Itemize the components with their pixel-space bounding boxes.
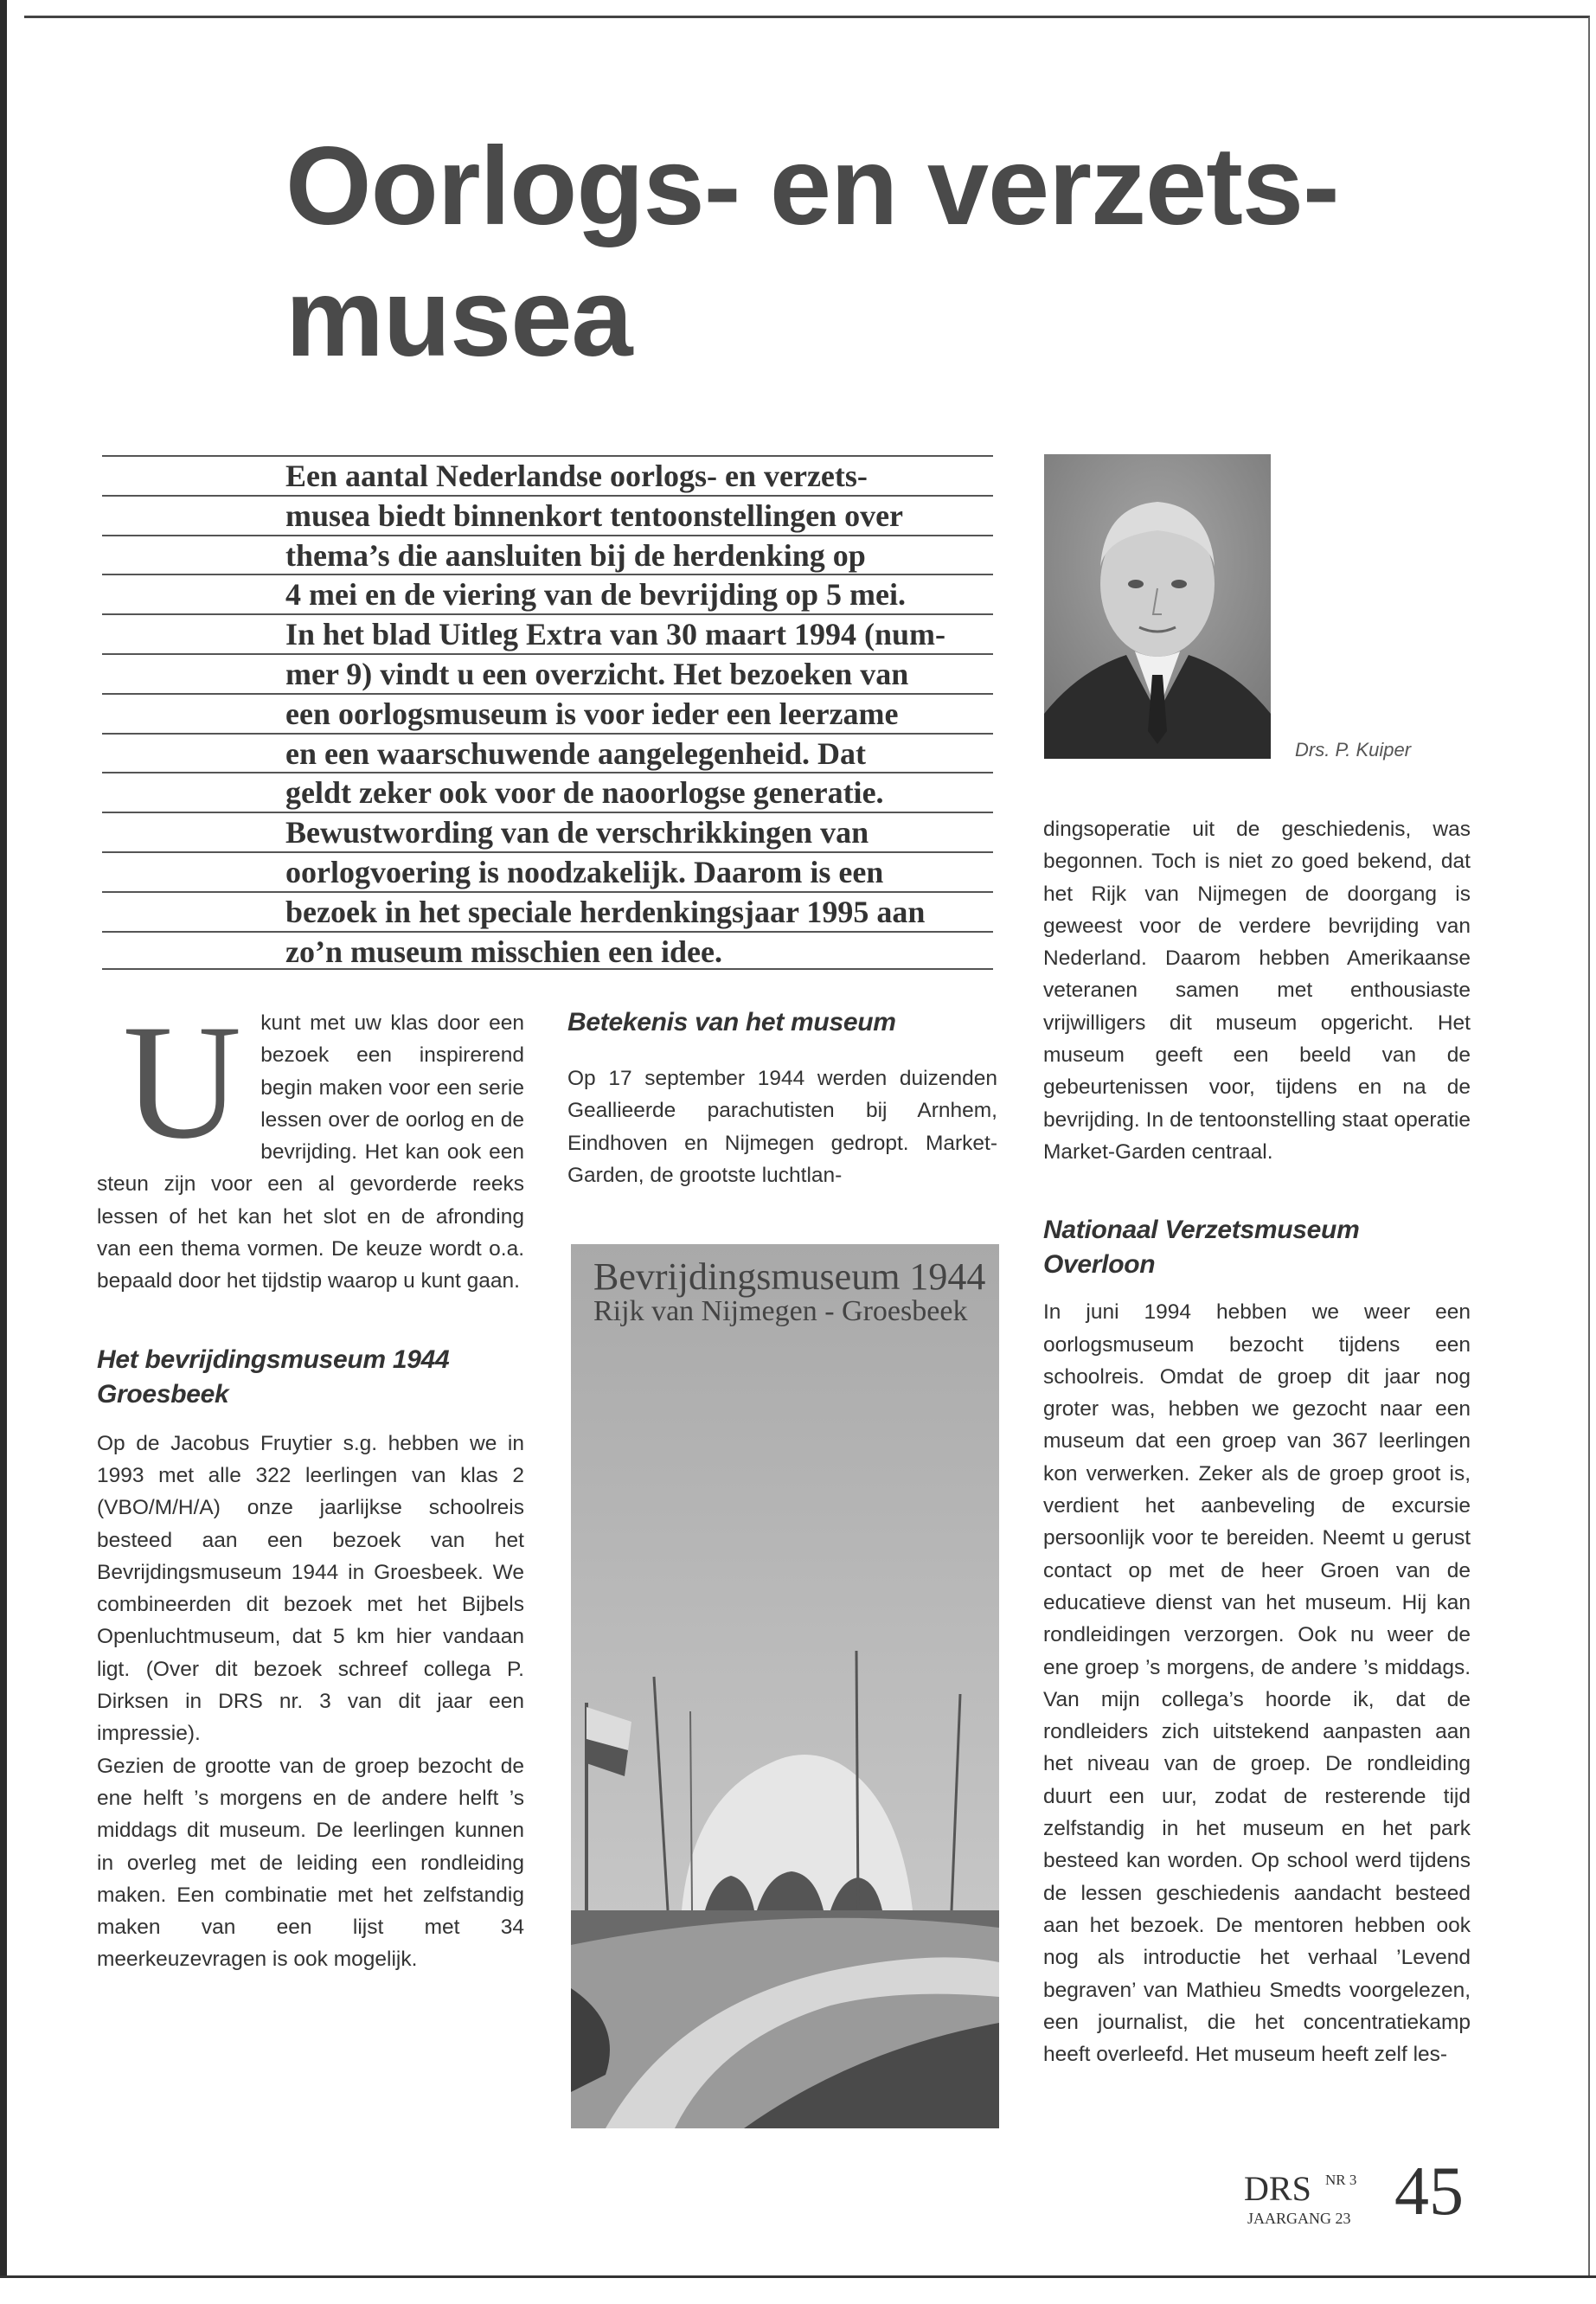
page-number: 45 — [1394, 2153, 1464, 2230]
section-heading: Groesbeek — [97, 1379, 229, 1409]
museum-photo — [571, 1244, 999, 2128]
photo-title: Bevrijdingsmuseum 1944 — [593, 1255, 986, 1298]
portrait-caption: Drs. P. Kuiper — [1295, 739, 1412, 761]
article-title — [285, 121, 1497, 384]
drop-cap: U — [123, 992, 242, 1173]
footer-volume: JAARGANG 23 — [1247, 2210, 1351, 2227]
page-edge-bottom — [0, 2275, 1596, 2304]
footer-issue: NR 3 — [1325, 2172, 1357, 2188]
intro-line: Bewustwording van de verschrikkingen van — [102, 812, 993, 851]
intro-line: bezoek in het speciale herdenkingsjaar 1995 aan — [102, 891, 993, 931]
photo-subtitle: Rijk van Nijmegen - Groesbeek — [593, 1295, 968, 1327]
section-heading: Overloon — [1043, 1250, 1156, 1280]
section-heading: Het bevrijdingsmuseum 1944 — [97, 1345, 450, 1374]
footer-magazine: DRS — [1244, 2169, 1311, 2208]
intro-line: oorlogvoering is noodzakelijk. Daarom is een — [102, 851, 993, 891]
paragraph: In juni 1994 hebben we weer een oorlogsmuseum bezocht tijdens een schoolreis. Omdat de groep dit jaar nog groter was, hebben we gezocht naar een museum dat een groep van 367 leerlingen kon verwerken. Zeker als de groep groot is, verdient het aanbeveling de excursie persoonlijk voor te bereiden. Neemt u gerust contact op met de heer Groen van de educatieve dienst van het museum. Hij kan rondleidingen verzorgen. Ook nu weer de ene groep ’s morgens, de andere ’s middags. Van mijn collega’s hoorde ik, dat de rondleiders zich uitstekend aanpasten aan het niveau van de groep. De rondleiding duurt een uur, zodat de resterende tijd zelfstandig in het museum en het park besteed kan worden. Op school werd tijdens de lessen geschiedenis aandacht besteed aan het bezoek. De mentoren hebben ook nog als introductie het verhaal ’Levend begraven’ van Mathieu Smedts voorgelezen, een journalist, die het concentratiekamp heeft overleefd. Het museum heeft zelf les- — [1043, 1300, 1471, 2067]
paragraph: dingsoperatie uit de geschiedenis, was begonnen. Toch is niet zo goed bekend, dat het Rijk van Nijmegen de doorgang is geweest voor de verdere bevrijding van Nederland. Daarom hebben Amerikaanse veteranen samen met enthousiaste vrijwilligers dit museum opgericht. Het museum geeft een beeld van de gebeurtenissen voor, tijdens en na de bevrijding. In de tentoonstelling staat operatie Market-Garden centraal. — [1043, 818, 1471, 1164]
intro-block — [102, 455, 993, 970]
intro-line: musea biedt binnenkort tentoonstellingen over — [102, 495, 993, 535]
portrait-illustration — [1044, 454, 1271, 759]
intro-line: 4 mei en de viering van de bevrijding op 5 mei. — [102, 574, 993, 613]
intro-line: zo’n museum misschien een idee. — [102, 931, 993, 971]
author-portrait — [1044, 454, 1271, 759]
title-line-1: Oorlogs- en verzets- — [285, 125, 1339, 248]
intro-line: thema’s die aansluiten bij de herdenking op — [102, 535, 993, 574]
intro-line: Een aantal Nederlandse oorlogs- en verzets- — [102, 455, 993, 495]
section-heading: Betekenis van het museum — [567, 1008, 896, 1036]
column-1 — [97, 992, 524, 1976]
section-heading: Nationaal Verzetsmuseum — [1043, 1216, 1360, 1245]
intro-line: mer 9) vindt u een overzicht. Het bezoeken van — [102, 653, 993, 693]
intro-line: en een waarschuwende aangelegenheid. Dat — [102, 733, 993, 773]
column-2 — [567, 1005, 997, 1191]
page-edge-left — [0, 0, 7, 2301]
museum-illustration — [571, 1244, 999, 2128]
paragraph: kunt met uw klas door een bezoek een inspirerend begin maken voor een serie lessen over de oorlog en de bevrijding. Het kan ook een steun zijn voor een al gevorderde reeks lessen of het kan het slot en de afronding van een thema vormen. De keuze wordt o.a. bepaald door het tijdstip waarop u kunt gaan. — [97, 1011, 524, 1293]
intro-line: een oorlogsmuseum is voor ieder een leerzame — [102, 693, 993, 733]
title-line-2: musea — [285, 256, 632, 380]
paragraph: Gezien de grootte van de groep bezocht de ene helft ’s morgens en de andere helft ’s middags dit museum. De leerlingen kunnen in overleg met de leiding een rondleiding maken. Een combinatie met het zelfstandig maken van een lijst met 34 meerkeuzevragen is ook mogelijk. — [97, 1754, 524, 1972]
column-3 — [1043, 813, 1471, 2070]
intro-line: In het blad Uitleg Extra van 30 maart 1994 (num- — [102, 613, 993, 653]
paragraph: Op 17 september 1944 werden duizenden Geallieerde parachutisten bij Arnhem, Eindhoven en Nijmegen gedropt. Market-Garden, de grootste luchtlan- — [567, 1067, 997, 1187]
intro-line: geldt zeker ook voor de naoorlogse generatie. — [102, 772, 993, 812]
paragraph: Op de Jacobus Fruytier s.g. hebben we in 1993 met alle 322 leerlingen van klas 2 (VBO/M/H/A) onze jaarlijkse schoolreis besteed aan een bezoek van het Bevrijdingsmuseum 1944 in Groesbeek. We combineerden dit bezoek met het Bijbels Openluchtmuseum, dat 5 km hier vandaan ligt. (Over dit bezoek schreef collega P. Dirksen in DRS nr. 3 van dit jaar een impressie). — [97, 1431, 524, 1746]
